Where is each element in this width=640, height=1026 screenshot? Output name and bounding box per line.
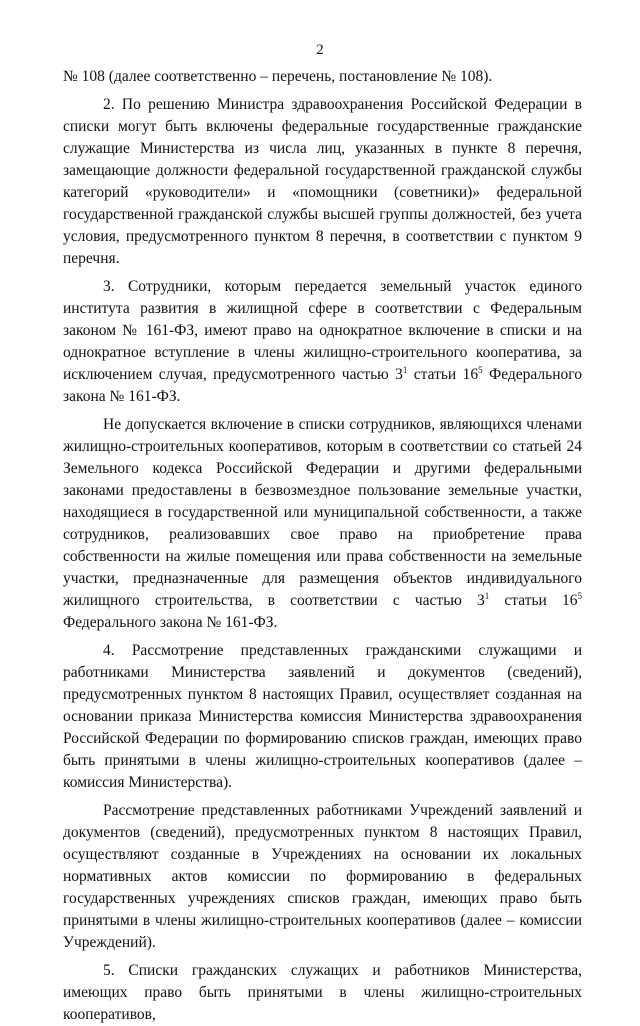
paragraph-item-3-text-b: статьи 16 — [407, 366, 479, 383]
paragraph-institutions: Рассмотрение представленных работниками Учреждений заявлений и документов (сведений), предусмотренных пунктом 8 настоящих Правил, осуществляют созданные в Учреждениях на основании их локальных нормативных актов комиссии по формированию в федеральных государственных учреждениях списков граждан, имеющих право быть принятыми в члены жилищно-строительных кооперативов (далее – комиссии Учреждений). — [63, 802, 582, 951]
paragraph-item-3-text-c: Федерального закона № 161-ФЗ. — [63, 366, 582, 405]
paragraph-item-3-text-a: 3. Сотрудники, которым передается земельный участок единого института развития в жилищной сфере в соответствии с Федеральным законом № 161-ФЗ, имеют право на однократное включение в списки и на однократное вступление в члены жилищно-строительного кооператива, за исключением случая, предусмотренного частью 3 — [63, 278, 582, 383]
paragraph-continuation: № 108 (далее соответственно – перечень, постановление № 108). — [63, 68, 493, 85]
superscript-part: 1 — [484, 591, 490, 601]
superscript-part: 1 — [402, 365, 408, 375]
paragraph-item-2: 2. По решению Министра здравоохранения Российской Федерации в списки могут быть включены федеральные государственные гражданские служащие Министерства из числа лиц, указанных в пункте 8 перечня, замещающие должности федеральной государственной гражданской службы категорий «руководители» и «помощники (советники)» федеральной государственной гражданской службы высшей группы должностей, без учета условия, предусмотренного пунктом 8 перечня, в соответствии с пунктом 9 перечня. — [63, 96, 582, 267]
document-body — [63, 66, 582, 1026]
paragraph-exclusion-text-a: Не допускается включение в списки сотрудников, являющихся членами жилищно-строительных кооперативов, которым в соответствии со статьей 24 Земельного кодекса Российской Федерации и другими федеральными законами предоставлены в безвозмездное пользование земельные участки, находящиеся в государственной или муниципальной собственности, а также сотрудников, реализовавших свое право на приобретение права собственности на жилые помещения или права собственности на земельные участки, предназначенные для размещения объектов индивидуального жилищного строительства, в соответствии с частью 3 — [63, 416, 582, 609]
paragraph-exclusion — [63, 414, 582, 634]
paragraph-item-5: 5. Списки гражданских служащих и работников Министерства, имеющих право быть принятыми в члены жилищно-строительных кооперативов, — [63, 962, 582, 1023]
paragraph-item-4: 4. Рассмотрение представленных гражданскими служащими и работниками Министерства заявлений и документов (сведений), предусмотренных пунктом 8 настоящих Правил, осуществляет созданная на основании приказа Министерства комиссия Министерства здравоохранения Российской Федерации по формированию списков граждан, имеющих право быть принятыми в члены жилищно-строительных кооперативов (далее – комиссия Министерства). — [63, 642, 582, 791]
page-number: 2 — [316, 42, 324, 58]
superscript-article: 5 — [577, 591, 583, 601]
paragraph-item-3 — [63, 276, 582, 408]
paragraph-exclusion-text-c: Федерального закона № 161-ФЗ. — [63, 614, 278, 631]
paragraph-exclusion-text-b: статьи 16 — [489, 592, 578, 609]
superscript-article: 5 — [478, 365, 483, 375]
